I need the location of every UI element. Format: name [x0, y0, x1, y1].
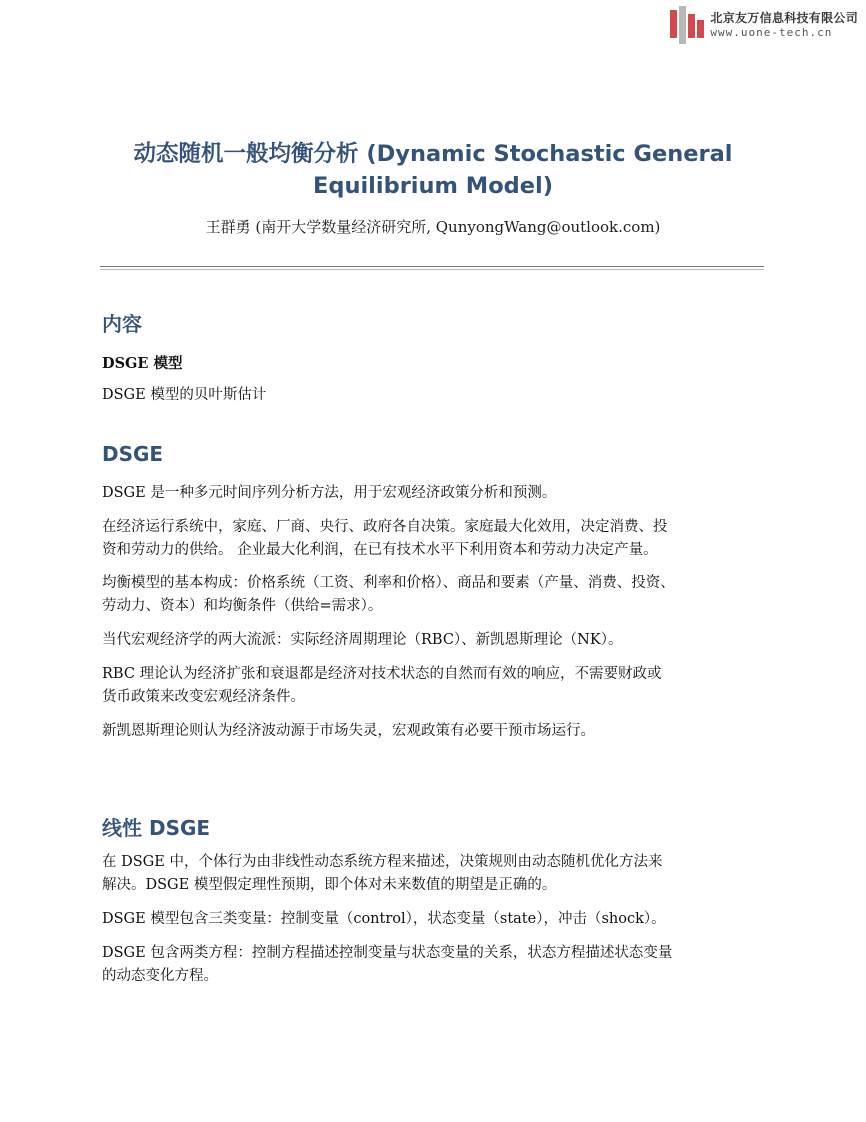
section-heading-dsge: DSGE [102, 442, 164, 466]
linear-paragraph-1 [102, 851, 782, 897]
dsge-paragraph-3 [102, 572, 782, 618]
dsge-paragraph-5-line-1: RBC 理论认为经济扩张和衰退都是经济对技术状态的自然而有效的响应，不需要财政或 [102, 666, 662, 682]
toc-heading: 内容 [102, 312, 142, 336]
linear-paragraph-3-line-1: DSGE 包含两类方程：控制方程描述控制变量与状态变量的关系，状态方程描述状态变量 [102, 945, 673, 961]
author-line: 王群勇 (南开大学数量经济研究所, QunyongWang@outlook.com) [205, 218, 661, 236]
dsge-paragraph-2 [102, 516, 782, 562]
title-line-1: 动态随机一般均衡分析 (Dynamic Stochastic General [133, 141, 733, 167]
toc-item-dsge-model[interactable]: DSGE 模型 [102, 355, 183, 372]
dsge-paragraph-2-line-1: 在经济运行系统中，家庭、厂商、央行、政府各自决策。家庭最大化效用，决定消费、投 [102, 519, 668, 535]
uone-logo-icon [670, 6, 704, 44]
logo-company-name: 北京友万信息科技有限公司 [710, 10, 858, 25]
linear-paragraph-1-line-1: 在 DSGE 中，个体行为由非线性动态系统方程来描述，决策规则由动态随机优化方法来 [102, 854, 663, 870]
document-title [100, 138, 766, 202]
dsge-paragraph-1: DSGE 是一种多元时间序列分析方法，用于宏观经济政策分析和预测。 [102, 485, 557, 501]
dsge-paragraph-4: 当代宏观经济学的两大流派：实际经济周期理论（RBC）、新凯恩斯理论（NK）。 [102, 632, 623, 648]
dsge-paragraph-3-line-1: 均衡模型的基本构成：价格系统（工资、利率和价格）、商品和要素（产量、消费、投资、 [102, 575, 675, 591]
logo-url: www.uone-tech.cn [710, 25, 833, 39]
header-logo [670, 6, 858, 44]
toc-item-bayesian-estimation[interactable]: DSGE 模型的贝叶斯估计 [102, 387, 267, 403]
linear-paragraph-3-line-2: 的动态变化方程。 [102, 968, 218, 984]
linear-paragraph-1-line-2: 解决。DSGE 模型假定理性预期，即个体对未来数值的期望是正确的。 [102, 877, 557, 893]
title-divider [100, 266, 764, 270]
dsge-paragraph-2-line-2: 资和劳动力的供给。 企业最大化利润，在已有技术水平下利用资本和劳动力决定产量。 [102, 542, 658, 558]
title-line-2: Equilibrium Model) [312, 173, 554, 199]
section-heading-linear-dsge: 线性 DSGE [102, 816, 211, 840]
dsge-paragraph-5-line-2: 货币政策来改变宏观经济条件。 [102, 689, 305, 705]
dsge-paragraph-6: 新凯恩斯理论则认为经济波动源于市场失灵，宏观政策有必要干预市场运行。 [102, 723, 595, 739]
linear-paragraph-2: DSGE 模型包含三类变量：控制变量（control），状态变量（state），冲击（shock）。 [102, 911, 666, 927]
linear-paragraph-3 [102, 942, 782, 988]
dsge-paragraph-5 [102, 663, 782, 709]
dsge-paragraph-3-line-2: 劳动力、资本）和均衡条件（供给=需求）。 [102, 598, 383, 614]
